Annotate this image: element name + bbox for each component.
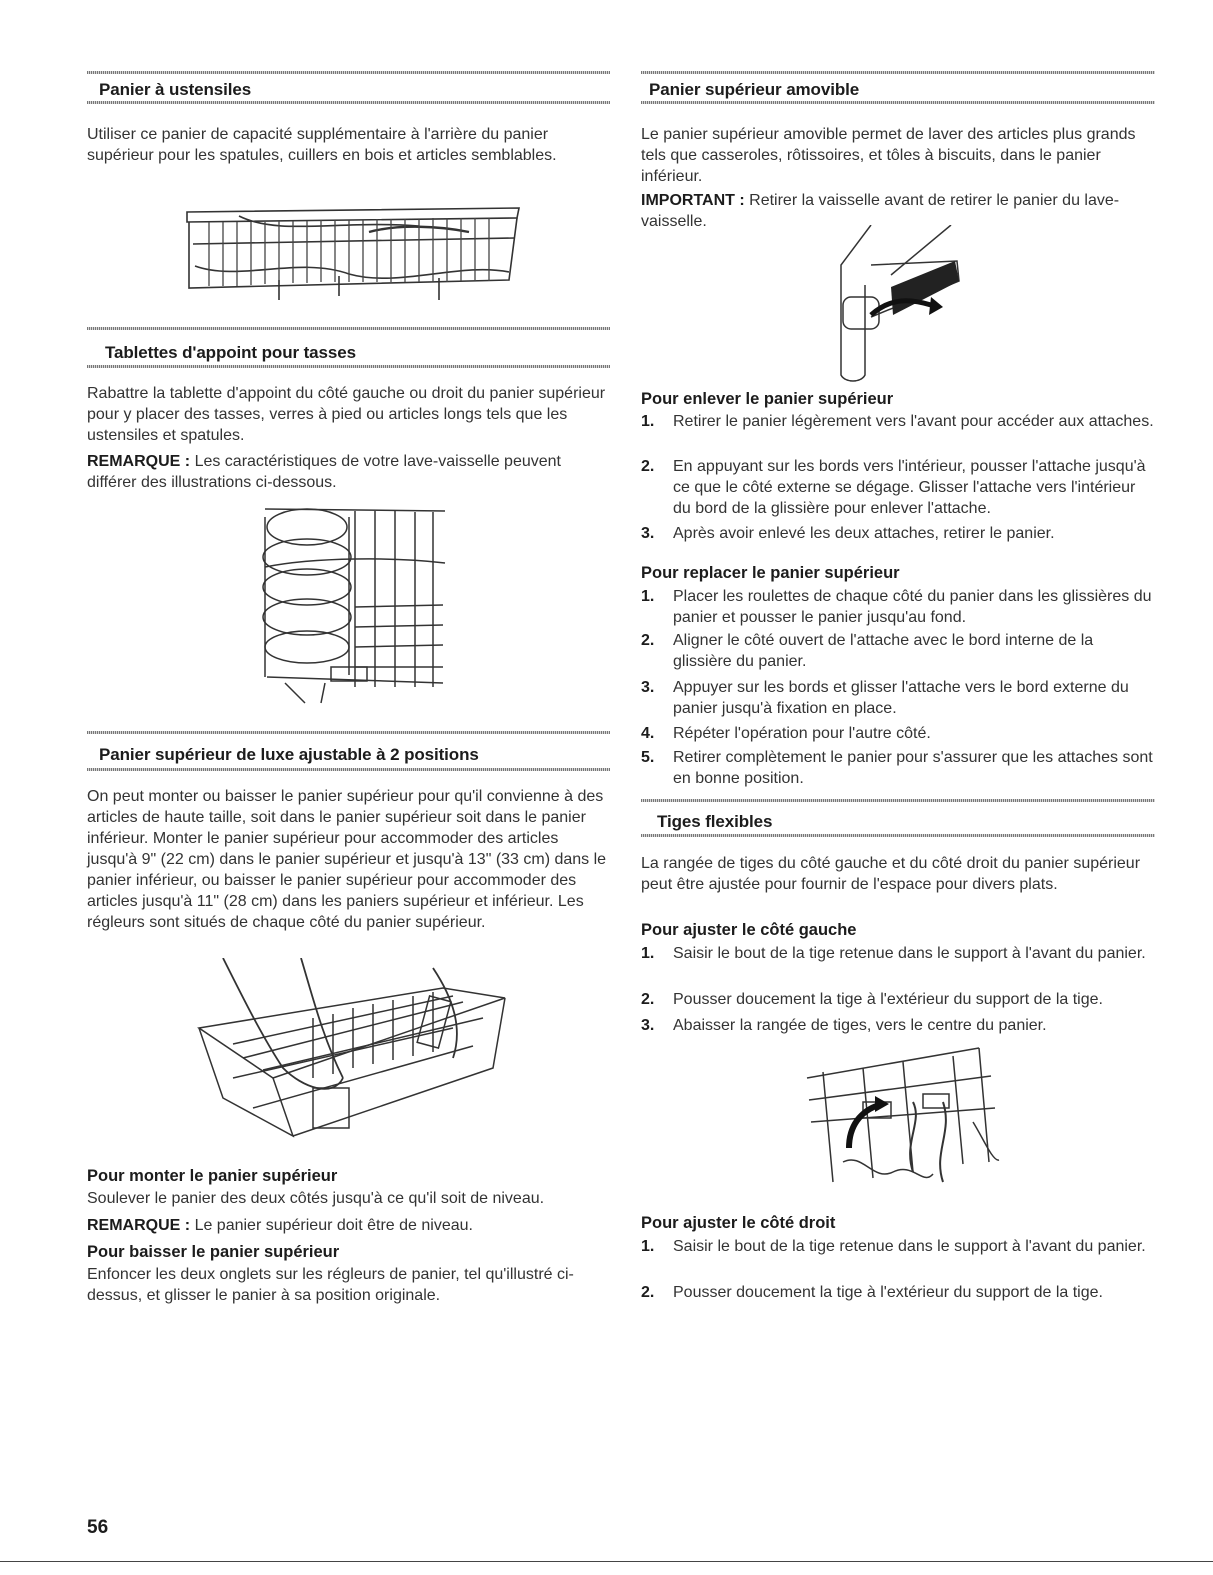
- replace-step: [641, 747, 1155, 789]
- section-rule: [641, 799, 1155, 802]
- important-label: IMPORTANT :: [641, 192, 745, 209]
- replace-step: [641, 677, 1155, 719]
- note-text: Le panier supérieur doit être de niveau.: [194, 1217, 473, 1234]
- remove-rack-title: Pour enlever le panier supérieur: [641, 390, 894, 408]
- step-number: 2.: [641, 458, 655, 475]
- step-text: Retirer le panier légèrement vers l'avant pour accéder aux attaches.: [673, 413, 1154, 430]
- replace-rack-title: Pour replacer le panier supérieur: [641, 564, 900, 582]
- step-number: 5.: [641, 749, 655, 766]
- remove-step: [641, 411, 1155, 432]
- adjust-right-step: [641, 1282, 1155, 1303]
- adjust-right-title: Pour ajuster le côté droit: [641, 1214, 836, 1232]
- cup-shelves-note: [87, 451, 610, 493]
- section-rule: [641, 834, 1155, 837]
- utensil-basket-text: Utiliser ce panier de capacité supplémentaire à l'arrière du panier supérieur pour les spatules, cuillers en bois et articles semblables.: [87, 126, 557, 164]
- flexible-tines-text: La rangée de tiges du côté gauche et du côté droit du panier supérieur peut être ajustée pour fournir de l'espace pour divers plats.: [641, 855, 1141, 893]
- step-text: Saisir le bout de la tige retenue dans le support à l'avant du panier.: [673, 1238, 1146, 1255]
- note-label: REMARQUE :: [87, 453, 191, 470]
- replace-step: [641, 723, 1155, 744]
- step-text: Aligner le côté ouvert de l'attache avec le bord interne de la glissière du panier.: [673, 632, 1094, 670]
- note-text: Les caractéristiques de votre lave-vaisselle peuvent différer des illustrations ci-dessous.: [87, 453, 561, 491]
- cup-shelves-heading: Tablettes d'appoint pour tasses: [105, 343, 356, 362]
- step-text: En appuyant sur les bords vers l'intérieur, pousser l'attache jusqu'à ce que le côté externe se dégage. Glisser l'attache vers l'intérieur du bord de la glissière pour enlever l'attache.: [673, 458, 1146, 517]
- cup-shelf-illustration: [255, 497, 447, 709]
- removable-rack-heading: Panier supérieur amovible: [649, 80, 860, 99]
- step-text: Répéter l'opération pour l'autre côté.: [673, 725, 931, 742]
- adjust-left-step: [641, 989, 1155, 1010]
- rack-clip-illustration: [831, 225, 971, 385]
- raise-rack-text: Soulever le panier des deux côtés jusqu'à ce qu'il soit de niveau.: [87, 1190, 545, 1207]
- step-text: Abaisser la rangée de tiges, vers le centre du panier.: [673, 1017, 1047, 1034]
- step-text: Placer les roulettes de chaque côté du panier dans les glissières du panier et pousser le panier jusqu'au fond.: [673, 588, 1152, 626]
- step-number: 1.: [641, 413, 655, 430]
- step-text: Pousser doucement la tige à l'extérieur du support de la tige.: [673, 991, 1103, 1008]
- adjust-left-step: [641, 1015, 1155, 1036]
- step-number: 3.: [641, 679, 655, 696]
- step-text: Saisir le bout de la tige retenue dans le support à l'avant du panier.: [673, 945, 1146, 962]
- cup-shelves-text: Rabattre la tablette d'appoint du côté gauche ou droit du panier supérieur pour y placer des tasses, verres à pied ou articles longs tels que les ustensiles et spatules.: [87, 385, 606, 444]
- lower-rack-text: Enfoncer les deux onglets sur les régleurs de panier, tel qu'illustré ci-dessus, et glisser le panier à sa position originale.: [87, 1266, 574, 1304]
- section-rule: [87, 71, 610, 74]
- section-rule: [641, 71, 1155, 74]
- step-text: Pousser doucement la tige à l'extérieur du support de la tige.: [673, 1284, 1103, 1301]
- step-number: 1.: [641, 588, 655, 605]
- step-number: 1.: [641, 945, 655, 962]
- raise-rack-title: Pour monter le panier supérieur: [87, 1167, 338, 1185]
- step-text: Retirer complètement le panier pour s'assurer que les attaches sont en bonne position.: [673, 749, 1153, 787]
- important-text: Retirer la vaisselle avant de retirer le panier du lave-vaisselle.: [641, 192, 1120, 230]
- deluxe-rack-heading: Panier supérieur de luxe ajustable à 2 positions: [99, 745, 479, 764]
- section-rule: [87, 768, 610, 771]
- utensil-basket-illustration: [179, 196, 529, 308]
- section-rule: [87, 327, 610, 330]
- replace-step: [641, 630, 1155, 672]
- step-number: 1.: [641, 1238, 655, 1255]
- rack-adjuster-illustration: [193, 958, 513, 1152]
- step-number: 2.: [641, 1284, 655, 1301]
- replace-step: [641, 586, 1155, 628]
- page-number: 56: [87, 1517, 109, 1538]
- note-label: REMARQUE :: [87, 1217, 191, 1234]
- adjust-right-step: [641, 1236, 1155, 1257]
- step-text: Appuyer sur les bords et glisser l'attache vers le bord externe du panier jusqu'à fixation en place.: [673, 679, 1129, 717]
- remove-step: [641, 523, 1155, 544]
- lower-rack-title: Pour baisser le panier supérieur: [87, 1243, 340, 1261]
- step-number: 2.: [641, 632, 655, 649]
- step-number: 3.: [641, 1017, 655, 1034]
- raise-rack-note: [87, 1215, 610, 1236]
- removable-rack-text: Le panier supérieur amovible permet de laver des articles plus grands tels que casseroles, rôtissoires, et tôles à biscuits, dans le panier inférieur.: [641, 126, 1136, 185]
- section-rule: [87, 731, 610, 734]
- remove-step: [641, 456, 1155, 519]
- step-number: 3.: [641, 525, 655, 542]
- tine-adjust-illustration: [803, 1042, 1003, 1198]
- step-number: 2.: [641, 991, 655, 1008]
- step-text: Après avoir enlevé les deux attaches, retirer le panier.: [673, 525, 1055, 542]
- adjust-left-title: Pour ajuster le côté gauche: [641, 921, 857, 939]
- section-rule: [87, 365, 610, 368]
- deluxe-rack-text: On peut monter ou baisser le panier supérieur pour qu'il convienne à des articles de haute taille, soit dans le panier supérieur soit dans le panier inférieur. Monter le panier supérieur pour accommoder des articles jusqu'à 9" (22 cm) dans le panier supérieur et jusqu'à 13" (33 cm) dans le panier inférieur, ou baisser le panier supérieur pour accommoder des articles jusqu'à 11" (28 cm) dans les paniers supérieur et inférieur. Les régleurs sont situés de chaque côté du panier supérieur.: [87, 788, 607, 931]
- section-rule: [641, 101, 1155, 104]
- bottom-rule: [0, 1561, 1213, 1562]
- utensil-basket-heading: Panier à ustensiles: [99, 80, 252, 99]
- step-number: 4.: [641, 725, 655, 742]
- flexible-tines-heading: Tiges flexibles: [657, 812, 773, 831]
- adjust-left-step: [641, 943, 1155, 964]
- section-rule: [87, 101, 610, 104]
